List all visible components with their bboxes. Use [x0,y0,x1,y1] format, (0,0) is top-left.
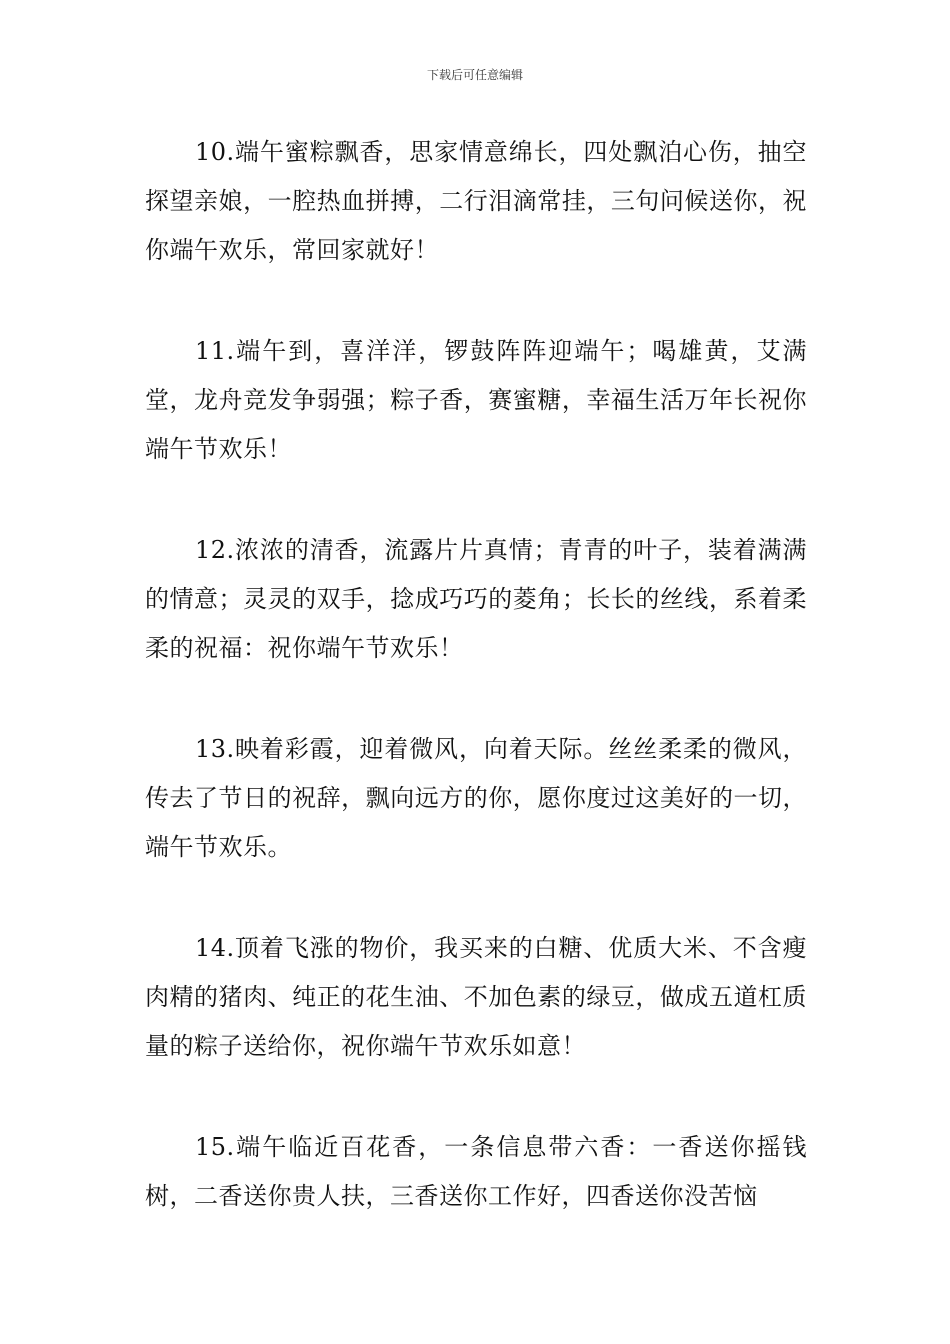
paragraph-10: 10.端午蜜粽飘香，思家情意绵长，四处飘泊心伤，抽空探望亲娘，一腔热血拼搏，二行泪滴常挂，三句问候送你，祝你端午欢乐，常回家就好！ [145,138,807,264]
paragraph-14: 14.顶着飞涨的物价，我买来的白糖、优质大米、不含瘦肉精的猪肉、纯正的花生油、不加色素的绿豆，做成五道杠质量的粽子送给你，祝你端午节欢乐如意！ [145,934,807,1060]
paragraph-13: 13.映着彩霞，迎着微风，向着天际。丝丝柔柔的微风，传去了节日的祝辞，飘向远方的你，愿你度过这美好的一切，端午节欢乐。 [145,735,807,861]
paragraph-11: 11.端午到，喜洋洋，锣鼓阵阵迎端午；喝雄黄，艾满堂，龙舟竞发争弱强；粽子香，赛蜜糖，幸福生活万年长祝你端午节欢乐！ [145,337,807,463]
document-body [145,128,807,1273]
paragraph-15: 15.端午临近百花香，一条信息带六香：一香送你摇钱树，二香送你贵人扶，三香送你工作好，四香送你没苦恼 [145,1133,807,1210]
paragraph-12: 12.浓浓的清香，流露片片真情；青青的叶子，装着满满的情意；灵灵的双手，捻成巧巧的菱角；长长的丝线，系着柔柔的祝福：祝你端午节欢乐！ [145,536,807,662]
page-header: 下载后可任意编辑 [426,68,523,82]
